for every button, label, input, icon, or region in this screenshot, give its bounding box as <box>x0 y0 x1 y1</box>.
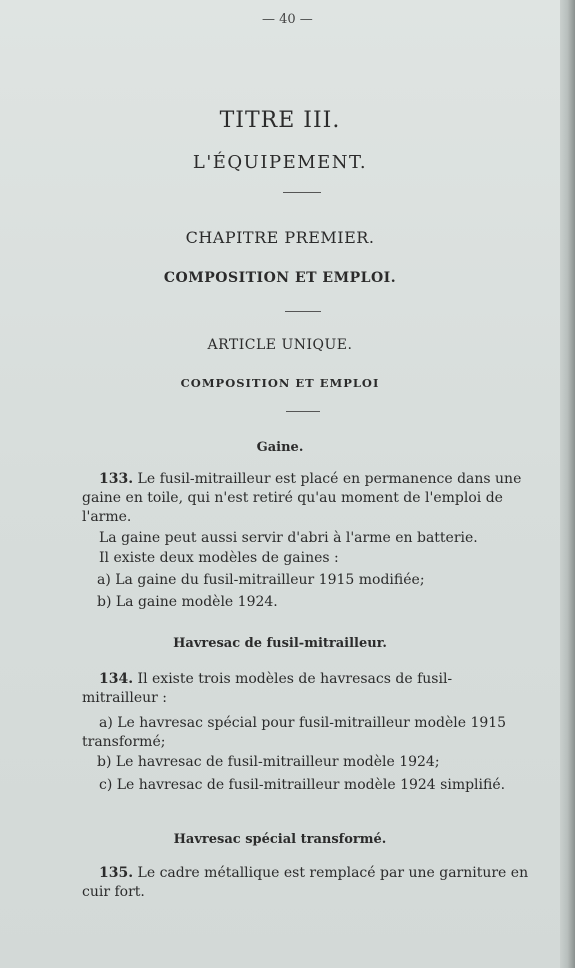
equipement-heading: L'ÉQUIPEMENT. <box>192 152 368 173</box>
article-heading: ARTICLE UNIQUE. <box>207 337 353 353</box>
titre-heading: TITRE III. <box>219 108 341 133</box>
section-heading-special: Havresac spécial transformé. <box>173 832 387 847</box>
list-item: b) Le havresac de fusil-mitrailleur modèle 1924; <box>97 754 440 770</box>
section-heading-havresac: Havresac de fusil-mitrailleur. <box>173 636 387 651</box>
list-item: c) Le havresac de fusil-mitrailleur modèle 1924 simplifié. <box>99 777 506 793</box>
list-item: a) Le havresac spécial pour fusil-mitrailleur modèle 1915 transformé; <box>82 715 507 750</box>
list-item: b) La gaine modèle 1924. <box>97 594 278 610</box>
page-edge <box>560 0 575 968</box>
list-item: a) La gaine du fusil-mitrailleur 1915 modifiée; <box>97 572 425 588</box>
composition-heading: COMPOSITION ET EMPLOI. <box>163 270 397 286</box>
paragraph-number: 134. <box>99 671 134 687</box>
paragraph-133 <box>82 470 522 527</box>
text-line: La gaine peut aussi servir d'abri à l'arme en batterie. <box>99 530 478 546</box>
divider <box>283 192 321 193</box>
divider <box>285 311 321 312</box>
page-number: — 40 — <box>262 12 313 27</box>
paragraph-134 <box>82 670 522 708</box>
section-heading-gaine: Gaine. <box>256 440 304 455</box>
text-line: Il existe deux modèles de gaines : <box>99 550 339 566</box>
paragraph-text: Il existe trois modèles de havresacs de fusil-mitrailleur : <box>82 671 453 706</box>
divider <box>286 411 320 412</box>
paragraph-number: 133. <box>99 471 134 487</box>
paragraph-text: Le fusil-mitrailleur est placé en permanence dans une gaine en toile, qui n'est retiré qu'au moment de l'emploi de l'arme. <box>82 471 522 525</box>
paragraph-number: 135. <box>99 865 134 881</box>
composition-subheading: COMPOSITION ET EMPLOI <box>180 376 380 390</box>
chapitre-heading: CHAPITRE PREMIER. <box>185 228 375 247</box>
paragraph-text: Le cadre métallique est remplacé par une garniture en cuir fort. <box>82 865 529 900</box>
paragraph-135 <box>82 864 532 902</box>
